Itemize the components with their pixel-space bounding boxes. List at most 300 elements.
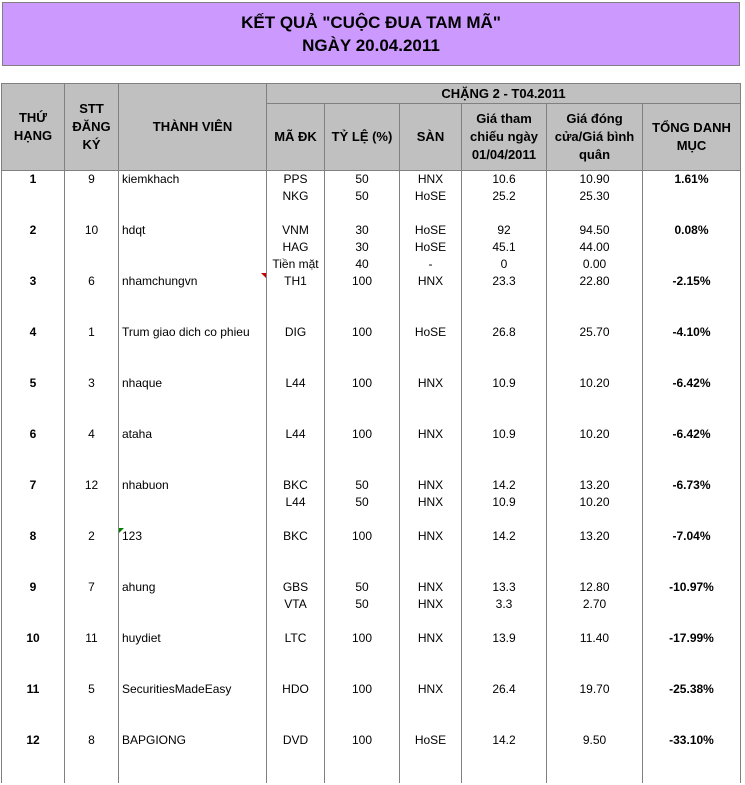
cell-ref-price: 13.3 [462, 579, 547, 596]
cell-reg-no [65, 239, 119, 256]
table-row [2, 375, 741, 392]
cell-ticker: L44 [267, 494, 325, 511]
cell-exchange [400, 715, 462, 732]
table-row [2, 698, 741, 715]
table-row [2, 528, 741, 545]
cell-ref-price: 14.2 [462, 732, 547, 749]
cell-reg-no [65, 188, 119, 205]
cell-member: SecuritiesMadeEasy [119, 681, 267, 698]
cell-ref-price [462, 545, 547, 562]
cell-ratio [325, 307, 400, 324]
table-row [2, 273, 741, 290]
cell-member [119, 613, 267, 630]
cell-close-price [547, 290, 643, 307]
cell-reg-no [65, 460, 119, 477]
cell-rank: 6 [2, 426, 65, 443]
cell-ref-price: 10.9 [462, 375, 547, 392]
cell-ratio [325, 460, 400, 477]
cell-reg-no [65, 290, 119, 307]
cell-rank: 3 [2, 273, 65, 290]
cell-total: -6.73% [643, 477, 741, 494]
cell-ref-price [462, 358, 547, 375]
cell-ratio: 100 [325, 273, 400, 290]
cell-ref-price: 14.2 [462, 528, 547, 545]
cell-reg-no: 7 [65, 579, 119, 596]
cell-rank [2, 766, 65, 783]
cell-member [119, 647, 267, 664]
cell-exchange: - [400, 256, 462, 273]
table-row [2, 460, 741, 477]
cell-ref-price: 0 [462, 256, 547, 273]
cell-member: ataha [119, 426, 267, 443]
report-title: KẾT QUẢ "CUỘC ĐUA TAM MÃ" [241, 13, 501, 32]
cell-rank [2, 443, 65, 460]
cell-exchange: HNX [400, 375, 462, 392]
cell-ratio [325, 392, 400, 409]
cell-reg-no [65, 749, 119, 766]
cell-close-price: 44.00 [547, 239, 643, 256]
cell-member [119, 664, 267, 681]
cell-exchange [400, 341, 462, 358]
cell-reg-no [65, 613, 119, 630]
cell-ticker [267, 443, 325, 460]
cell-total [643, 749, 741, 766]
cell-total [643, 698, 741, 715]
cell-ratio [325, 290, 400, 307]
cell-reg-no: 11 [65, 630, 119, 647]
cell-member [119, 392, 267, 409]
table-row [2, 341, 741, 358]
cell-reg-no [65, 307, 119, 324]
cell-rank [2, 358, 65, 375]
cell-ticker: BKC [267, 528, 325, 545]
cell-ref-price [462, 392, 547, 409]
cell-close-price [547, 409, 643, 426]
cell-total [643, 664, 741, 681]
cell-ref-price [462, 749, 547, 766]
table-row [2, 222, 741, 239]
header-total: TỔNG DANH MỤC [643, 104, 741, 171]
cell-close-price: 10.20 [547, 494, 643, 511]
cell-ticker [267, 290, 325, 307]
cell-rank [2, 290, 65, 307]
cell-ratio: 50 [325, 579, 400, 596]
cell-reg-no: 6 [65, 273, 119, 290]
cell-reg-no [65, 511, 119, 528]
cell-reg-no: 3 [65, 375, 119, 392]
table-row [2, 511, 741, 528]
cell-member [119, 494, 267, 511]
error-indicator-icon [119, 528, 124, 533]
cell-member: kiemkhach [119, 171, 267, 189]
cell-close-price [547, 766, 643, 783]
cell-ticker [267, 307, 325, 324]
cell-rank [2, 562, 65, 579]
table-row [2, 239, 741, 256]
cell-exchange [400, 392, 462, 409]
cell-ratio: 100 [325, 375, 400, 392]
table-row [2, 681, 741, 698]
cell-ratio: 30 [325, 222, 400, 239]
cell-rank: 4 [2, 324, 65, 341]
cell-ratio [325, 545, 400, 562]
cell-exchange: HNX [400, 596, 462, 613]
cell-rank: 10 [2, 630, 65, 647]
cell-ticker: L44 [267, 375, 325, 392]
table-row [2, 613, 741, 630]
cell-exchange: HoSE [400, 188, 462, 205]
cell-ticker [267, 664, 325, 681]
cell-close-price: 19.70 [547, 681, 643, 698]
cell-ratio [325, 766, 400, 783]
cell-reg-no [65, 562, 119, 579]
cell-ratio: 100 [325, 426, 400, 443]
cell-ratio [325, 749, 400, 766]
cell-ratio: 50 [325, 171, 400, 189]
cell-total [643, 205, 741, 222]
cell-ticker [267, 715, 325, 732]
cell-close-price [547, 443, 643, 460]
cell-ratio [325, 511, 400, 528]
cell-total [643, 443, 741, 460]
cell-total [643, 188, 741, 205]
cell-ticker [267, 749, 325, 766]
cell-ref-price [462, 341, 547, 358]
cell-total: -17.99% [643, 630, 741, 647]
cell-member [119, 341, 267, 358]
cell-member [119, 528, 267, 545]
cell-reg-no [65, 596, 119, 613]
cell-rank: 11 [2, 681, 65, 698]
cell-ref-price: 26.4 [462, 681, 547, 698]
cell-ref-price: 92 [462, 222, 547, 239]
cell-reg-no [65, 715, 119, 732]
cell-rank [2, 749, 65, 766]
cell-total [643, 545, 741, 562]
cell-close-price: 2.70 [547, 596, 643, 613]
table-row [2, 171, 741, 189]
cell-member [119, 188, 267, 205]
cell-member [119, 256, 267, 273]
cell-exchange [400, 545, 462, 562]
cell-exchange: HoSE [400, 222, 462, 239]
cell-ticker [267, 613, 325, 630]
cell-member: nhaque [119, 375, 267, 392]
report-date: NGÀY 20.04.2011 [302, 36, 440, 55]
cell-total [643, 511, 741, 528]
cell-rank [2, 494, 65, 511]
header-exchange: SÀN [400, 104, 462, 171]
cell-reg-no [65, 358, 119, 375]
table-row [2, 579, 741, 596]
cell-close-price: 25.70 [547, 324, 643, 341]
cell-ticker: GBS [267, 579, 325, 596]
table-row [2, 205, 741, 222]
cell-close-price: 22.80 [547, 273, 643, 290]
cell-ratio: 100 [325, 324, 400, 341]
cell-ticker [267, 460, 325, 477]
cell-exchange [400, 358, 462, 375]
cell-rank [2, 188, 65, 205]
table-row [2, 392, 741, 409]
cell-ticker: DIG [267, 324, 325, 341]
cell-ticker: VNM [267, 222, 325, 239]
cell-ticker [267, 545, 325, 562]
cell-member [119, 239, 267, 256]
cell-member: Trum giao dich co phieu [119, 324, 267, 341]
cell-reg-no: 5 [65, 681, 119, 698]
cell-close-price [547, 545, 643, 562]
cell-exchange: HNX [400, 528, 462, 545]
table-row [2, 562, 741, 579]
cell-ref-price: 10.9 [462, 494, 547, 511]
cell-exchange [400, 307, 462, 324]
cell-reg-no [65, 647, 119, 664]
cell-rank [2, 545, 65, 562]
cell-exchange: HNX [400, 426, 462, 443]
cell-total [643, 562, 741, 579]
cell-total: -2.15% [643, 273, 741, 290]
table-row [2, 188, 741, 205]
cell-ref-price [462, 443, 547, 460]
cell-reg-no: 12 [65, 477, 119, 494]
cell-rank: 7 [2, 477, 65, 494]
cell-close-price: 10.90 [547, 171, 643, 189]
cell-ratio: 100 [325, 732, 400, 749]
cell-ref-price: 10.9 [462, 426, 547, 443]
cell-ratio: 100 [325, 528, 400, 545]
header-close-price: Giá đóng cửa/Giá bình quân [547, 104, 643, 171]
cell-total: -10.97% [643, 579, 741, 596]
cell-total [643, 647, 741, 664]
cell-total: -6.42% [643, 375, 741, 392]
report-title-banner [2, 2, 740, 66]
cell-ref-price [462, 698, 547, 715]
cell-close-price [547, 205, 643, 222]
cell-reg-no [65, 409, 119, 426]
cell-rank [2, 307, 65, 324]
cell-ticker [267, 392, 325, 409]
cell-total [643, 613, 741, 630]
cell-rank [2, 409, 65, 426]
cell-member [119, 443, 267, 460]
cell-exchange [400, 698, 462, 715]
cell-close-price: 10.20 [547, 426, 643, 443]
table-row [2, 749, 741, 766]
cell-member: huydiet [119, 630, 267, 647]
cell-ticker: HAG [267, 239, 325, 256]
cell-member [119, 698, 267, 715]
cell-member [119, 460, 267, 477]
cell-exchange [400, 749, 462, 766]
cell-ref-price: 25.2 [462, 188, 547, 205]
cell-ticker [267, 698, 325, 715]
cell-exchange [400, 409, 462, 426]
cell-ratio: 100 [325, 630, 400, 647]
cell-total: 0.08% [643, 222, 741, 239]
cell-reg-no [65, 664, 119, 681]
table-row [2, 477, 741, 494]
cell-close-price [547, 715, 643, 732]
table-row [2, 409, 741, 426]
cell-member [119, 358, 267, 375]
cell-total: -25.38% [643, 681, 741, 698]
cell-member [119, 290, 267, 307]
cell-total: -33.10% [643, 732, 741, 749]
cell-ratio [325, 715, 400, 732]
cell-ref-price: 10.6 [462, 171, 547, 189]
cell-ticker [267, 562, 325, 579]
cell-rank: 8 [2, 528, 65, 545]
cell-close-price [547, 358, 643, 375]
cell-rank [2, 647, 65, 664]
cell-close-price [547, 511, 643, 528]
cell-member [119, 307, 267, 324]
cell-exchange: HNX [400, 171, 462, 189]
cell-close-price: 13.20 [547, 528, 643, 545]
cell-close-price [547, 460, 643, 477]
cell-close-price [547, 749, 643, 766]
cell-ref-price: 45.1 [462, 239, 547, 256]
cell-ratio [325, 647, 400, 664]
cell-member [119, 596, 267, 613]
cell-ratio [325, 205, 400, 222]
cell-reg-no [65, 392, 119, 409]
cell-exchange: HNX [400, 494, 462, 511]
cell-close-price [547, 307, 643, 324]
cell-close-price [547, 613, 643, 630]
table-row [2, 307, 741, 324]
cell-total: -7.04% [643, 528, 741, 545]
cell-ratio: 50 [325, 596, 400, 613]
cell-total [643, 392, 741, 409]
cell-ref-price [462, 511, 547, 528]
cell-close-price: 10.20 [547, 375, 643, 392]
cell-total [643, 239, 741, 256]
cell-ratio: 50 [325, 188, 400, 205]
cell-total [643, 358, 741, 375]
table-row [2, 324, 741, 341]
ranking-table [1, 83, 741, 783]
cell-member [119, 715, 267, 732]
cell-ref-price: 23.3 [462, 273, 547, 290]
cell-total: -6.42% [643, 426, 741, 443]
table-row [2, 494, 741, 511]
table-row [2, 290, 741, 307]
cell-close-price: 12.80 [547, 579, 643, 596]
cell-exchange [400, 562, 462, 579]
cell-ratio [325, 664, 400, 681]
cell-rank [2, 205, 65, 222]
cell-total [643, 766, 741, 783]
cell-ticker: DVD [267, 732, 325, 749]
cell-ref-price [462, 460, 547, 477]
cell-ratio: 50 [325, 477, 400, 494]
cell-total [643, 307, 741, 324]
cell-reg-no: 10 [65, 222, 119, 239]
cell-ticker: L44 [267, 426, 325, 443]
cell-member [119, 273, 267, 290]
cell-reg-no: 4 [65, 426, 119, 443]
cell-rank [2, 239, 65, 256]
cell-reg-no [65, 205, 119, 222]
cell-ticker: LTC [267, 630, 325, 647]
cell-ticker [267, 647, 325, 664]
cell-total [643, 715, 741, 732]
cell-rank [2, 698, 65, 715]
cell-member [119, 749, 267, 766]
cell-reg-no [65, 494, 119, 511]
cell-total [643, 409, 741, 426]
cell-rank [2, 392, 65, 409]
cell-total [643, 460, 741, 477]
cell-reg-no: 9 [65, 171, 119, 189]
cell-rank [2, 511, 65, 528]
header-ref-price: Giá tham chiếu ngày 01/04/2011 [462, 104, 547, 171]
cell-ticker [267, 511, 325, 528]
cell-ratio: 50 [325, 494, 400, 511]
table-row [2, 545, 741, 562]
cell-close-price: 13.20 [547, 477, 643, 494]
cell-close-price [547, 341, 643, 358]
table-row [2, 596, 741, 613]
cell-ref-price: 13.9 [462, 630, 547, 647]
cell-exchange: HoSE [400, 732, 462, 749]
cell-close-price [547, 647, 643, 664]
cell-rank: 1 [2, 171, 65, 189]
cell-rank [2, 596, 65, 613]
cell-close-price [547, 562, 643, 579]
cell-ratio [325, 562, 400, 579]
cell-reg-no [65, 545, 119, 562]
cell-exchange: HNX [400, 630, 462, 647]
table-row [2, 732, 741, 749]
table-row [2, 715, 741, 732]
cell-ratio [325, 409, 400, 426]
cell-ticker: Tiền mặt [267, 256, 325, 273]
cell-member [119, 409, 267, 426]
table-row [2, 766, 741, 783]
header-reg-no: STT ĐĂNG KÝ [65, 84, 119, 171]
cell-close-price [547, 664, 643, 681]
cell-rank [2, 664, 65, 681]
cell-reg-no [65, 443, 119, 460]
cell-ticker: TH1 [267, 273, 325, 290]
cell-exchange [400, 205, 462, 222]
member-name: nhamchungvn [122, 274, 198, 288]
cell-close-price [547, 392, 643, 409]
cell-ref-price [462, 715, 547, 732]
cell-exchange [400, 664, 462, 681]
cell-ratio [325, 613, 400, 630]
cell-ratio: 100 [325, 681, 400, 698]
cell-rank: 2 [2, 222, 65, 239]
cell-ref-price [462, 562, 547, 579]
cell-rank: 5 [2, 375, 65, 392]
table-row [2, 647, 741, 664]
cell-total [643, 494, 741, 511]
cell-member: nhabuon [119, 477, 267, 494]
cell-reg-no: 2 [65, 528, 119, 545]
table-row [2, 256, 741, 273]
cell-reg-no: 1 [65, 324, 119, 341]
cell-ticker [267, 358, 325, 375]
cell-exchange [400, 511, 462, 528]
cell-total [643, 341, 741, 358]
cell-rank [2, 460, 65, 477]
header-ticker: MÃ ĐK [267, 104, 325, 171]
cell-rank: 12 [2, 732, 65, 749]
